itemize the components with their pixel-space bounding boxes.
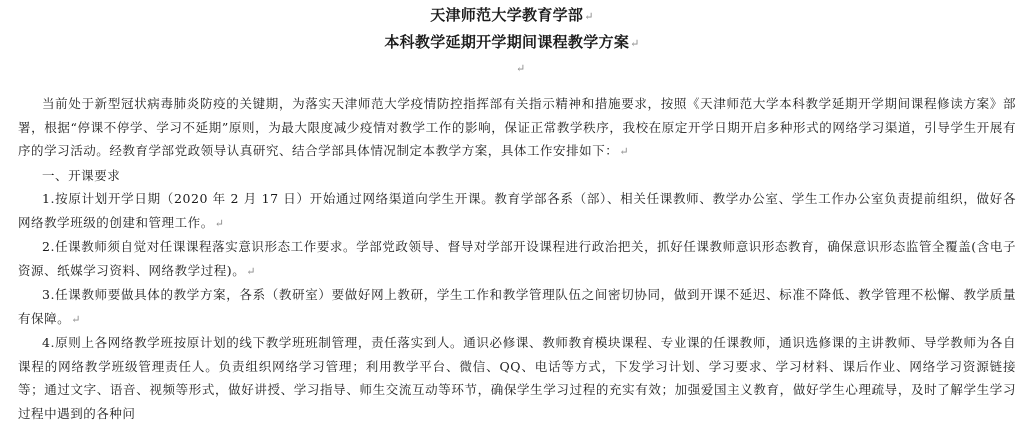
item-paragraph-2: [18, 235, 1016, 283]
paragraph-mark-icon: ↵: [246, 264, 257, 278]
paragraph-text: 2.任课教师须自觉对任课课程落实意识形态工作要求。学部党政领导、督导对学部开设课程进行政治把关，抓好任课教师意识形态教育，确保意识形态监管全覆盖(含电子资源、纸媒学习资料、网络教学过程)。: [18, 239, 1016, 278]
paragraph-mark-icon: ↵: [584, 10, 594, 23]
item-paragraph-3: [18, 283, 1016, 331]
paragraph-mark-icon: ↵: [630, 37, 640, 50]
paragraph-text: 1.按原计划开学日期（2020 年 2 月 17 日）开始通过网络渠道向学生开课。教育学部各系（部）、相关任课教师、教学办公室、学生工作办公室负责提前组织，做好各网络教学班级的创建和管理工作。: [18, 191, 1016, 230]
document-title-text: 天津师范大学教育学部: [430, 6, 584, 24]
document-subtitle: [0, 33, 1024, 53]
paragraph-mark-icon: ↵: [71, 312, 81, 326]
document-subtitle-text: 本科教学延期开学期间课程教学方案: [384, 33, 630, 51]
item-paragraph-4: [18, 331, 1016, 425]
paragraph-text: 3.任课教师要做具体的教学方案，各系（教研室）要做好网上教研，学生工作和教学管理队伍之间密切协同，做到开课不延迟、标准不降低、教学管理不松懈、教学质量有保障。: [18, 287, 1016, 326]
paragraph-mark-icon: ↵: [516, 62, 526, 75]
item-paragraph-1: [18, 187, 1016, 235]
paragraph-text: 4.原则上各网络教学班按原计划的线下教学班班制管理，责任落实到人。通识必修课、教师教育模块课程、专业课的任课教师，通识选修课的主讲教师、导学教师为各自课程的网络教学班级管理责任人。负责组织网络学习管理；利用教学平台、微信、QQ、电话等方式，下发学习计划、学习要求、学习材料、课后作业、网络学习资源链接等；通过文字、语音、视频等形式，做好讲授、学习指导、师生交流互动等环节，确保学生学习过程的充实有效；加强爱国主义教育，做好学生心理疏导，及时了解学生学习过程中遇到的各种问: [18, 335, 1016, 421]
paragraph-mark-icon: ↵: [214, 216, 225, 230]
document-title: [0, 6, 1024, 26]
section-heading: [18, 164, 1016, 188]
paragraph-text: 当前处于新型冠状病毒肺炎防疫的关键期，为落实天津师范大学疫情防控指挥部有关指示精神和措施要求，按照《天津师范大学本科教学延期开学期间课程修读方案》部署，根据“停课不停学、学习不延期”原则，为最大限度减少疫情对教学工作的影响，保证正常教学秩序，我校在原定开学日期开启多种形式的网络学习渠道，引导学生开展有序的学习活动。经教育学部党政领导认真研究、结合学部具体情况制定本教学方案，具体工作安排如下：: [18, 96, 1016, 158]
section-heading-text: 一、开课要求: [42, 167, 121, 183]
intro-paragraph: [18, 92, 1016, 164]
paragraph-mark-icon: ↵: [619, 145, 630, 158]
document-body: [18, 92, 1016, 425]
